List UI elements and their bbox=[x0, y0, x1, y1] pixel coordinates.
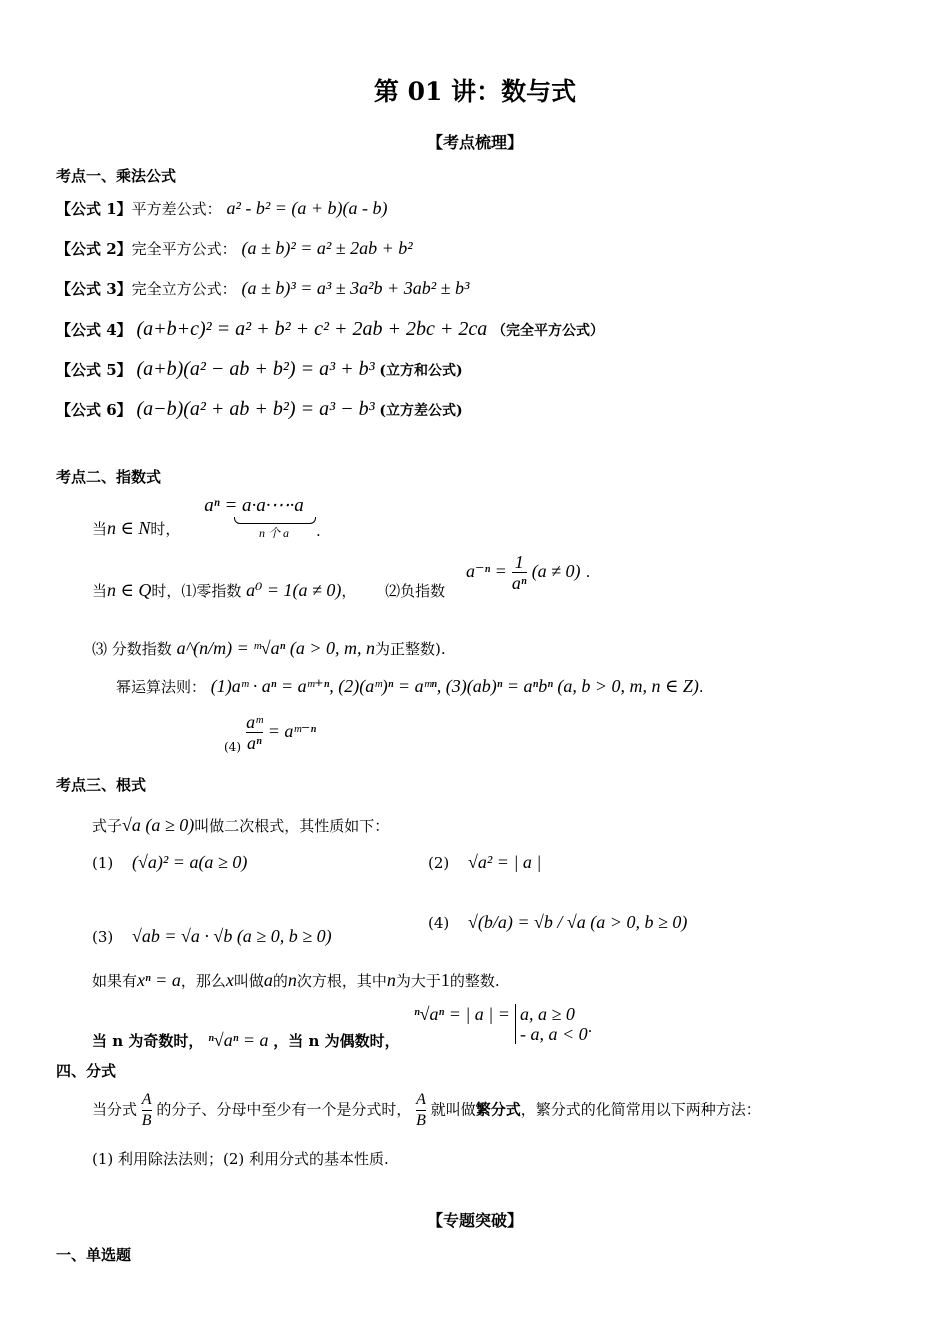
when-q-suffix: 时，⑴零指数 bbox=[151, 582, 242, 600]
even-expr: ⁿ√aⁿ = | a | = bbox=[414, 1004, 510, 1024]
prop-3-expr: √ab = √a · √b (a ≥ 0, b ≥ 0) bbox=[132, 926, 332, 946]
odd-even-line bbox=[92, 1030, 400, 1051]
fraction-exponent-label: ⑶ 分数指数 bbox=[92, 640, 172, 658]
complex-fraction-line bbox=[92, 1090, 761, 1131]
power-def-period: . bbox=[316, 522, 321, 540]
formula-3-expr: (a ± b)³ = a³ ± 3a²b + 3ab² ± b³ bbox=[241, 278, 470, 298]
def-suffix: 叫做二次根式，其性质如下： bbox=[194, 817, 390, 835]
neg-exp-lhs: a⁻ⁿ = bbox=[466, 561, 507, 581]
neg-exp-period: . bbox=[585, 563, 591, 581]
formula-5-expr: (a+b)(a² − ab + b²) = a³ + b³ bbox=[136, 358, 375, 380]
rule4-fraction bbox=[246, 712, 263, 753]
def-prefix: 式子 bbox=[92, 817, 123, 835]
kp3-heading: 考点三、根式 bbox=[56, 776, 147, 794]
var-x: x bbox=[225, 970, 234, 990]
nth-text-c: 叫做 bbox=[233, 972, 264, 990]
prop-4-label: (4) bbox=[428, 914, 450, 932]
fraction-exponent-tail: 为正整数). bbox=[374, 640, 446, 658]
nth-text-d: 的 bbox=[272, 972, 288, 990]
formula-6-expr: (a−b)(a² + ab + b²) = a³ − b³ bbox=[136, 398, 375, 420]
neg-exp-cond: (a ≠ 0) bbox=[531, 561, 581, 581]
neg-exp-num: 1 bbox=[514, 552, 524, 572]
case-1: a, a ≥ 0 bbox=[520, 1004, 575, 1024]
n-in-Q-line bbox=[92, 580, 445, 601]
even-label: ，当 n 为偶数时， bbox=[273, 1032, 400, 1050]
var-a: a bbox=[263, 970, 273, 990]
complex-fraction-term: 繁分式 bbox=[475, 1100, 521, 1119]
power-rules-line bbox=[116, 676, 704, 697]
frac-text-d: ，繁分式的化简常用以下两种方法： bbox=[520, 1100, 761, 1119]
radical-prop-3 bbox=[92, 926, 332, 947]
single-choice-heading: 一、单选题 bbox=[56, 1246, 132, 1264]
formula-2-expr: (a ± b)² = a² ± 2ab + b² bbox=[241, 238, 413, 258]
page-title: 第 01 讲：数与式 bbox=[373, 77, 577, 106]
formula-4-label: 【公式 4】 bbox=[56, 321, 132, 339]
formula-4-expr: (a+b+c)² = a² + b² + c² + 2ab + 2bc + 2ca bbox=[136, 318, 488, 340]
frac-text-b: 的分子、分母中至少有一个是分式时， bbox=[156, 1100, 412, 1119]
number-one: 1 bbox=[440, 970, 450, 990]
formula-3-row bbox=[56, 278, 469, 299]
frac-den-2: B bbox=[416, 1112, 426, 1129]
formula-2-label: 【公式 2】 bbox=[56, 240, 132, 258]
prop-2-label: (2) bbox=[428, 854, 450, 872]
formula-4-note: （完全平方公式） bbox=[492, 323, 605, 339]
nth-text-e: 次方根，其中 bbox=[296, 972, 387, 990]
nth-text-a: 如果有 bbox=[92, 972, 138, 990]
formula-5-label: 【公式 5】 bbox=[56, 361, 132, 379]
fraction-exponent-line bbox=[92, 638, 446, 659]
power-definition bbox=[192, 494, 316, 541]
formula-3-label: 【公式 3】 bbox=[56, 280, 132, 298]
prop-3-label: (3) bbox=[92, 928, 114, 946]
when-q-prefix: 当 bbox=[92, 582, 108, 600]
rule4-num: aᵐ bbox=[246, 712, 263, 732]
power-def-expr: aⁿ = a·a·⋯·a bbox=[204, 495, 304, 516]
frac-den: B bbox=[141, 1112, 152, 1129]
prop-1-expr: (√a)² = a(a ≥ 0) bbox=[132, 852, 248, 872]
n-in-N-line bbox=[92, 518, 180, 539]
odd-expr: ⁿ√aⁿ = a bbox=[208, 1030, 269, 1050]
even-root-piecewise bbox=[414, 1004, 592, 1044]
frac-num-2: A bbox=[416, 1091, 426, 1108]
odd-label: 当 n 为奇数时， bbox=[92, 1032, 204, 1050]
fraction-A-over-B-2 bbox=[416, 1090, 426, 1131]
power-rules-period: . bbox=[698, 678, 704, 696]
piecewise-cases bbox=[515, 1004, 588, 1044]
when-suffix: 时， bbox=[150, 520, 181, 538]
neg-exp-fraction bbox=[512, 552, 527, 593]
rule4-rhs: = aᵐ⁻ⁿ bbox=[267, 721, 317, 741]
formula-6-row bbox=[56, 398, 463, 421]
nth-text-b: ，那么 bbox=[180, 972, 226, 990]
prop-2-expr: √a² = | a | bbox=[468, 852, 542, 872]
when-prefix: 当 bbox=[92, 520, 108, 538]
nth-text-g: 的整数. bbox=[449, 972, 500, 990]
comma: ， bbox=[341, 582, 357, 600]
section-practice-heading: 【专题突破】 bbox=[426, 1211, 523, 1230]
n-in-Q: n ∈ Q bbox=[107, 580, 152, 600]
fraction-exponent-expr: a^(n/m) = ᵐ√aⁿ (a > 0, m, n bbox=[176, 638, 375, 658]
power-rules-label: 幂运算法则： bbox=[116, 678, 207, 696]
fraction-A-over-B bbox=[142, 1090, 152, 1131]
formula-4-row bbox=[56, 318, 604, 341]
formula-5-row bbox=[56, 358, 463, 381]
negative-exponent-label: ⑵负指数 bbox=[385, 582, 446, 600]
radical-prop-2 bbox=[428, 852, 541, 873]
prop-1-label: (1) bbox=[92, 854, 114, 872]
formula-1-expr: a² - b² = (a + b)(a - b) bbox=[226, 198, 388, 218]
formula-1-name: 平方差公式： bbox=[131, 200, 222, 218]
nth-root-eq: xⁿ = a bbox=[137, 970, 181, 990]
section-review-heading: 【考点梳理】 bbox=[426, 133, 523, 152]
radical-prop-4 bbox=[428, 912, 687, 933]
kp2-heading: 考点二、指数式 bbox=[56, 468, 162, 486]
neg-exp-den: aⁿ bbox=[511, 573, 527, 593]
prop-4-expr: √(b/a) = √b / √a (a > 0, b ≥ 0) bbox=[468, 912, 688, 932]
underbrace bbox=[234, 517, 316, 524]
power-rules-expr: (1)aᵐ · aⁿ = aᵐ⁺ⁿ, (2)(aᵐ)ⁿ = aᵐⁿ, (3)(ab)ⁿ = aⁿbⁿ (a, b > 0, m, n ∈ Z) bbox=[210, 676, 699, 696]
even-period: . bbox=[587, 1018, 593, 1036]
case-2: - a, a < 0 bbox=[520, 1024, 588, 1044]
formula-2-row bbox=[56, 238, 413, 259]
frac-text-a: 当分式 bbox=[92, 1100, 138, 1119]
underbrace-label: n 个 a bbox=[258, 526, 289, 540]
formula-1-row bbox=[56, 198, 388, 219]
n-in-N: n ∈ N bbox=[107, 518, 151, 538]
rule4-den: aⁿ bbox=[247, 733, 262, 753]
frac-text-c: 就叫做 bbox=[430, 1100, 476, 1119]
formula-5-note: (立方和公式) bbox=[379, 363, 463, 379]
formula-2-name: 完全平方公式： bbox=[131, 240, 237, 258]
nth-text-f: 为大于 bbox=[395, 972, 441, 990]
simplification-methods: (1) 利用除法法则；(2) 利用分式的基本性质. bbox=[92, 1150, 389, 1168]
var-n: n bbox=[287, 970, 297, 990]
nth-root-definition bbox=[92, 970, 500, 991]
radical-prop-1 bbox=[92, 852, 247, 873]
negative-exponent bbox=[466, 552, 590, 593]
radical-definition bbox=[92, 815, 389, 836]
var-n2: n bbox=[386, 970, 396, 990]
frac-num: A bbox=[141, 1091, 152, 1108]
formula-3-name: 完全立方公式： bbox=[131, 280, 237, 298]
def-expr: √a (a ≥ 0) bbox=[122, 815, 195, 835]
kp4-heading: 四、分式 bbox=[56, 1062, 117, 1080]
rule4-label: (4) bbox=[224, 740, 241, 754]
formula-6-note: (立方差公式) bbox=[379, 403, 463, 419]
zero-exponent-expr: a⁰ = 1(a ≠ 0) bbox=[246, 580, 342, 600]
kp1-heading: 考点一、乘法公式 bbox=[56, 167, 177, 185]
power-rule-4 bbox=[224, 712, 316, 754]
formula-6-label: 【公式 6】 bbox=[56, 401, 132, 419]
formula-1-label: 【公式 1】 bbox=[56, 200, 132, 218]
